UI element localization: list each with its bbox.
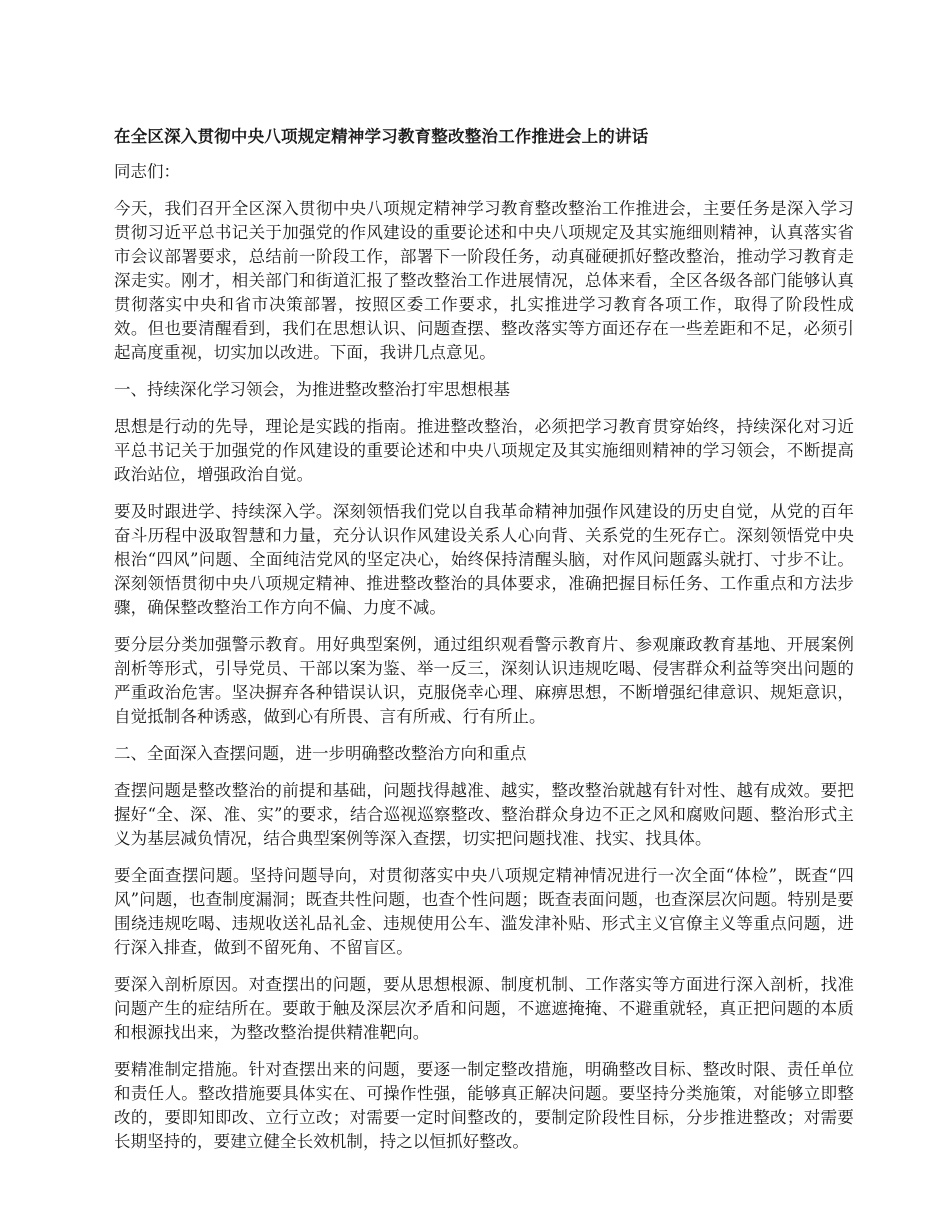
paragraph-intro: 今天，我们召开全区深入贯彻中央八项规定精神学习教育整改整治工作推进会，主要任务是深入学习贯彻习近平总书记关于加强党的作风建设的重要论述和中央八项规定及其实施细则精神，认真落实省市会议部署要求，总结前一阶段工作，部署下一阶段任务，动真碰硬抓好整改整治，推动学习教育走深走实。刚才，相关部门和街道汇报了整改整治工作进展情况，总体来看，全区各级各部门能够认真贯彻落实中央和省市决策部署，按照区委工作要求，扎实推进学习教育各项工作，取得了阶段性成效。但也要清醒看到，我们在思想认识、问题查摆、整改落实等方面还存在一些差距和不足，必须引起高度重视，切实加以改进。下面，我讲几点意见。 xyxy=(114,199,854,362)
paragraph: 思想是行动的先导，理论是实践的指南。推进整改整治，必须把学习教育贯穿始终，持续深化对习近平总书记关于加强党的作风建设的重要论述和中央八项规定及其实施细则精神的学习领会，不断提高政治站位，增强政治自觉。 xyxy=(114,417,854,484)
paragraph: 要分层分类加强警示教育。用好典型案例，通过组织观看警示教育片、参观廉政教育基地、开展案例剖析等形式，引导党员、干部以案为鉴、举一反三，深刻认识违规吃喝、侵害群众利益等突出问题的严重政治危害。坚决摒弃各种错误认识，克服侥幸心理、麻痹思想，不断增强纪律意识、规矩意识，自觉抵制各种诱惑，做到心有所畏、言有所戒、行有所止。 xyxy=(114,635,854,726)
paragraph: 要精准制定措施。针对查摆出来的问题，要逐一制定整改措施，明确整改目标、整改时限、责任单位和责任人。整改措施要具体实在、可操作性强，能够真正解决问题。要坚持分类施策，对能够立即整改的，要即知即改、立行立改；对需要一定时间整改的，要制定阶段性目标，分步推进整改；对需要长期坚持的，要建立健全长效机制，持之以恒抓好整改。 xyxy=(114,1060,854,1151)
document-title: 在全区深入贯彻中央八项规定精神学习教育整改整治工作推进会上的讲话 xyxy=(114,127,649,146)
section-heading-1: 一、持续深化学习领会，为推进整改整治打牢思想根基 xyxy=(114,380,510,399)
section-heading-2: 二、全面深入查摆问题，进一步明确整改整治方向和重点 xyxy=(114,744,527,763)
paragraph: 查摆问题是整改整治的前提和基础，问题找得越准、越实，整改整治就越有针对性、越有成效。要把握好“全、深、准、实”的要求，结合巡视巡察整改、整治群众身边不正之风和腐败问题、整治形式主义为基层减负情况，结合典型案例等深入查摆，切实把问题找准、找实、找具体。 xyxy=(114,781,854,848)
paragraph: 要深入剖析原因。对查摆出的问题，要从思想根源、制度机制、工作落实等方面进行深入剖析，找准问题产生的症结所在。要敢于触及深层次矛盾和问题，不遮遮掩掩、不避重就轻，真正把问题的本质和根源找出来，为整改整治提供精准靶向。 xyxy=(114,975,854,1042)
document-page xyxy=(114,124,854,1167)
paragraph: 要及时跟进学、持续深入学。深刻领悟我们党以自我革命精神加强作风建设的历史自觉，从党的百年奋斗历程中汲取智慧和力量，充分认识作风建设关系人心向背、关系党的生死存亡。深刻领悟党中央根治“四风”问题、全面纯洁党风的坚定决心，始终保持清醒头脑，对作风问题露头就打、寸步不让。深刻领悟贯彻中央八项规定精神、推进整改整治的具体要求，准确把握目标任务、工作重点和方法步骤，确保整改整治工作方向不偏、力度不减。 xyxy=(114,502,854,617)
salutation: 同志们： xyxy=(114,162,180,181)
paragraph: 要全面查摆问题。坚持问题导向，对贯彻落实中央八项规定精神情况进行一次全面“体检”，既查“四风”问题，也查制度漏洞；既查共性问题，也查个性问题；既查表面问题，也查深层次问题。特别是要围绕违规吃喝、违规收送礼品礼金、违规使用公车、滥发津补贴、形式主义官僚主义等重点问题，进行深入排查，做到不留死角、不留盲区。 xyxy=(114,866,854,957)
